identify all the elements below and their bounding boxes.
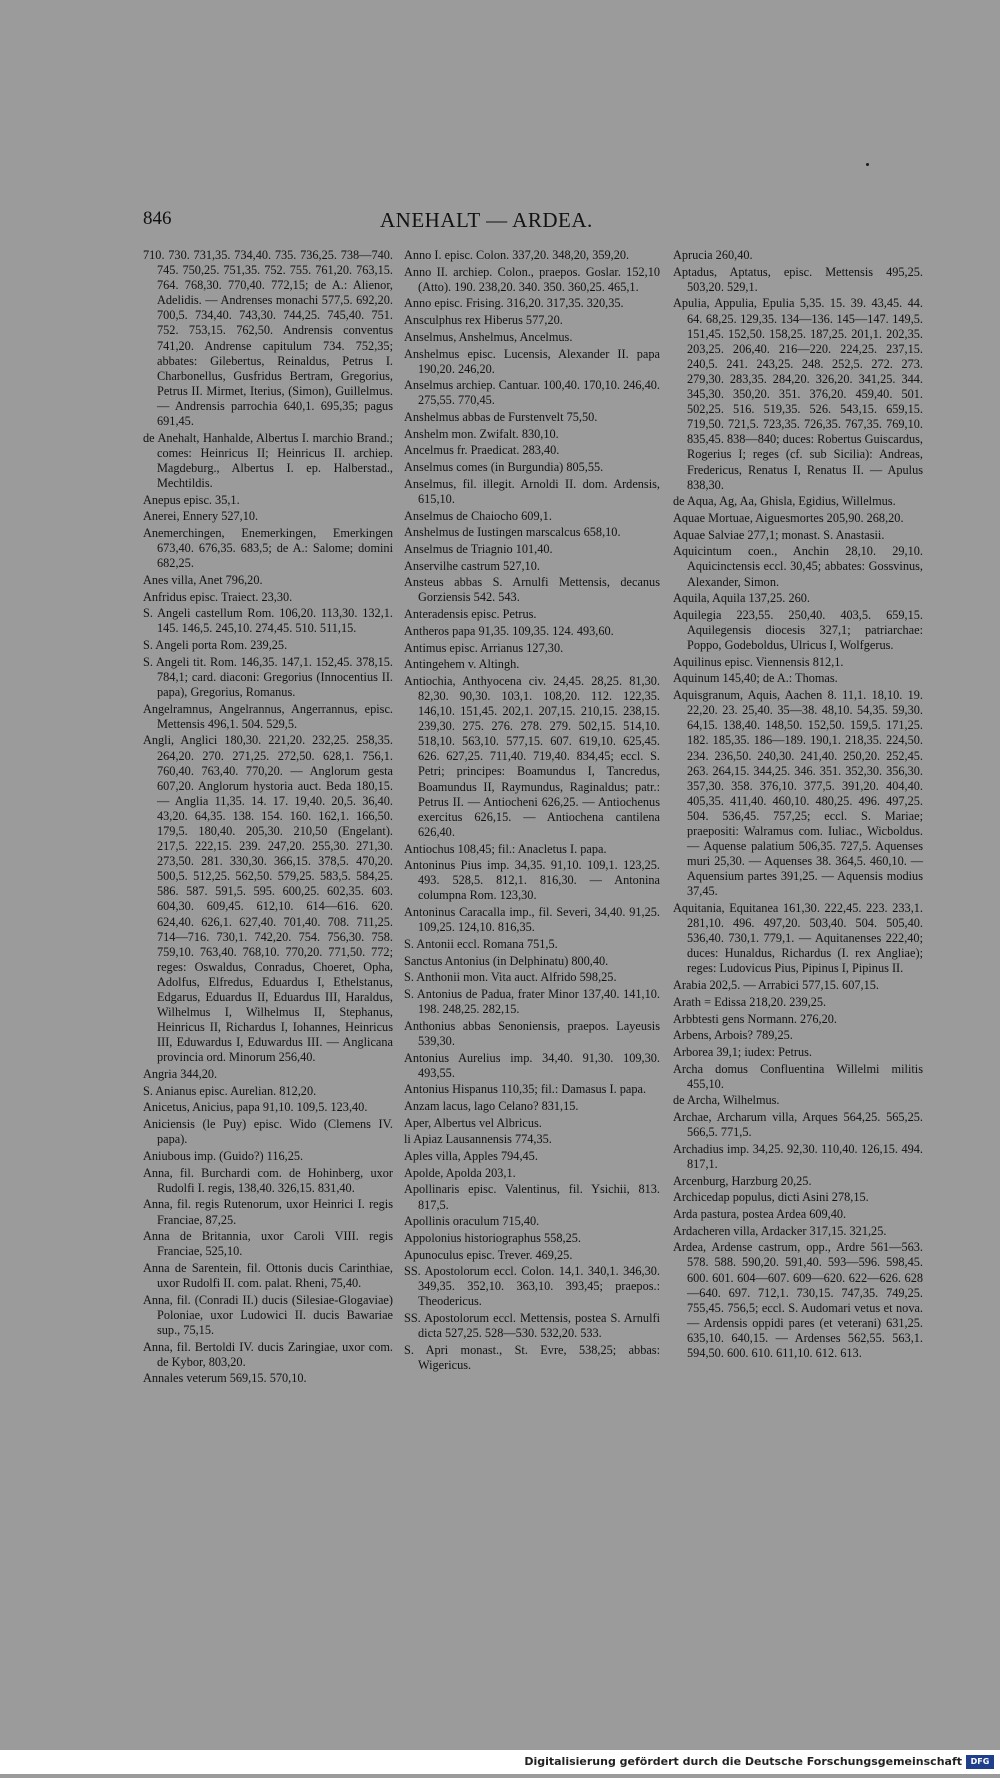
index-entry: S. Anthonii mon. Vita auct. Alfrido 598,25. bbox=[404, 970, 617, 985]
index-entry: SS. Apostolorum eccl. Mettensis, postea S. Arnulfi dicta 527,25. 528—530. 532,20. 533. bbox=[404, 1311, 660, 1341]
index-entry: Angria 344,20. bbox=[143, 1067, 218, 1082]
index-entry: Antoninus Pius imp. 34,35. 91,10. 109,1. 123,25. 493. 528,5. 812,1. 816,30. — Antonina columpna Rom. 123,30. bbox=[404, 858, 660, 903]
index-entry: Anshelmus abbas de Furstenvelt 75,50. bbox=[404, 410, 598, 425]
index-entry: S. Apri monast., St. Evre, 538,25; abbas: Wigericus. bbox=[404, 1342, 660, 1372]
index-entry: Aquilinus episc. Viennensis 812,1. bbox=[673, 654, 844, 669]
index-entry: 710. 730. 731,35. 734,40. 735. 736,25. 738—740. 745. 750,25. 751,35. 752. 755. 761,20. 763,15. 764. 768,30. 770,40. 772,15; de A.: Alienor, Adelidis. — Andrenses monachi 577,5. 692,20. 700,5. 734,40. 743,30. 744,25. 745,40. 751. 752. 753,15. 762,50. Andrensis conventus 741,20. Andrense capitulum 734. 752,35; abbates: Gilebertus, Reinaldus, Petrus I. Charbonellus, Gusfridus Bertram, Gregorius, Petrus II. Mirmet, Iterius, (Simon), Guillelmus. — Andrensis parrochia 640,1. 695,35; pagus 691,45. bbox=[143, 248, 393, 429]
index-entry: Anselmus de Chaiocho 609,1. bbox=[404, 508, 552, 523]
index-entry: Anna, fil. Bertoldi IV. ducis Zaringiae, uxor com. de Kybor, 803,20. bbox=[143, 1339, 393, 1369]
index-entry: Arcenburg, Harzburg 20,25. bbox=[673, 1173, 812, 1188]
index-entry: Antimus episc. Arrianus 127,30. bbox=[404, 640, 564, 655]
index-entry: Anteradensis episc. Petrus. bbox=[404, 607, 537, 622]
index-entry: Antiochia, Anthyocena civ. 24,45. 28,25. 81,30. 82,30. 90,30. 103,1. 108,20. 112. 122,35. 146,10. 151,45. 202,1. 207,15. 210,15. 238,15. 239,30. 275. 276. 278. 279. 502,15. 514,10. 518,10. 563,10. 577,15. 607. 619,10. 625,45. 626. 627,25. 711,40. 719,40. 834,45; eccl. S. Petri; principes: Boamundus I, Tancredus, Boamundus II, Raymundus, Raginaldus; patr.: Petrus II. — Antiocheni 626,25. — Antiochenus exercitus 626,15. — Antiochena cantilena 626,40. bbox=[404, 673, 660, 839]
digitization-footer bbox=[0, 1750, 1000, 1774]
index-entry: Anshelm mon. Zwifalt. 830,10. bbox=[404, 426, 559, 441]
funding-notice: Digitalisierung gefördert durch die Deutsche Forschungsgemeinschaft bbox=[524, 1755, 962, 1768]
index-entry: Anepus episc. 35,1. bbox=[143, 492, 240, 507]
index-entry: SS. Apostolorum eccl. Colon. 14,1. 340,1. 346,30. 349,35. 352,10. 363,10. 393,45; praepos.: Theodericus. bbox=[404, 1264, 660, 1309]
running-head: ANEHALT — ARDEA. bbox=[380, 208, 593, 232]
index-entry: Ardacheren villa, Ardacker 317,15. 321,25. bbox=[673, 1223, 887, 1238]
index-entry: Antoninus Caracalla imp., fil. Severi, 34,40. 91,25. 109,25. 124,10. 816,35. bbox=[404, 905, 660, 935]
index-entry: Anshelmus de Iustingen marscalcus 658,10. bbox=[404, 525, 621, 540]
index-entry: Anno II. archiep. Colon., praepos. Goslar. 152,10 (Atto). 190. 238,20. 340. 350. 360,25. 465,1. bbox=[404, 264, 660, 294]
index-entry: S. Anianus episc. Aurelian. 812,20. bbox=[143, 1083, 317, 1098]
index-entry: Sanctus Antonius (in Delphinatu) 800,40. bbox=[404, 953, 609, 968]
index-entry: Anselmus, fil. illegit. Arnoldi II. dom. Ardensis, 615,10. bbox=[404, 476, 660, 506]
index-entry: Anna, fil. regis Rutenorum, uxor Heinrici I. regis Franciae, 87,25. bbox=[143, 1197, 393, 1227]
index-column-right bbox=[673, 248, 923, 1363]
index-entry: Apollinaris episc. Valentinus, fil. Ysichii, 813. 817,5. bbox=[404, 1182, 660, 1212]
index-entry: Arda pastura, postea Ardea 609,40. bbox=[673, 1206, 847, 1221]
index-entry: Aquae Mortuae, Aiguesmortes 205,90. 268,20. bbox=[673, 510, 904, 525]
index-entry: Antonius Aurelius imp. 34,40. 91,30. 109,30. 493,55. bbox=[404, 1050, 660, 1080]
index-entry: Aples villa, Apples 794,45. bbox=[404, 1149, 538, 1164]
index-entry: Archadius imp. 34,25. 92,30. 110,40. 126,15. 494. 817,1. bbox=[673, 1141, 923, 1171]
index-entry: Anselmus archiep. Cantuar. 100,40. 170,10. 246,40. 275,55. 770,45. bbox=[404, 378, 660, 408]
index-column-left bbox=[143, 248, 393, 1388]
index-entry: Anfridus episc. Traiect. 23,30. bbox=[143, 589, 293, 604]
index-entry: Anservilhe castrum 527,10. bbox=[404, 558, 540, 573]
index-entry: de Anehalt, Hanhalde, Albertus I. marchio Brand.; comes: Heinricus II; Heinricus II. archiep. Magdeburg., Albertus I. ep. Halberstad., Mechtildis. bbox=[143, 430, 393, 490]
index-entry: Appolonius historiographus 558,25. bbox=[404, 1230, 581, 1245]
index-entry: Anemerchingen, Enemerkingen, Emerkingen 673,40. 676,35. 683,5; de A.: Salome; domini 682,25. bbox=[143, 526, 393, 571]
index-entry: Apolde, Apolda 203,1. bbox=[404, 1165, 516, 1180]
index-entry: Arath = Edissa 218,20. 239,25. bbox=[673, 994, 827, 1009]
index-entry: Anerei, Ennery 527,10. bbox=[143, 509, 259, 524]
index-entry: Apunoculus episc. Trever. 469,25. bbox=[404, 1247, 573, 1262]
index-entry: li Apiaz Lausannensis 774,35. bbox=[404, 1132, 552, 1147]
index-entry: Anna, fil. (Conradi II.) ducis (Silesiae-Glogaviae) Poloniae, uxor Ludowici II. ducis Bawariae sup., 75,15. bbox=[143, 1292, 393, 1337]
index-entry: Apulia, Appulia, Epulia 5,35. 15. 39. 43,45. 44. 64. 68,25. 129,35. 134—136. 145—147. 149,5. 151,45. 152,50. 158,25. 187,25. 201,1. 202,35. 203,25. 206,40. 216—220. 224,25. 237,15. 240,5. 241. 243,25. 248. 252,5. 272. 273. 279,30. 283,35. 284,20. 326,20. 341,25. 344. 345,30. 350,20. 351. 376,20. 459,40. 501. 502,25. 516. 519,35. 526. 543,15. 659,15. 719,50. 721,5. 723,35. 726,35. 767,35. 769,10. 835,45. 838—840; duces: Robertus Guiscardus, Rogerius I; reges (cf. sub Sicilia): Andreas, Fredericus, Renatus I, Renatus II. — Apulus 838,30. bbox=[673, 296, 924, 492]
index-entry: Aniciensis (le Puy) episc. Wido (Clemens IV. papa). bbox=[143, 1117, 393, 1147]
index-entry: Anna, fil. Burchardi com. de Hohinberg, uxor Rudolfi I. regis, 138,40. 326,15. 831,40. bbox=[143, 1165, 393, 1195]
index-entry: de Archa, Wilhelmus. bbox=[673, 1093, 780, 1108]
index-entry: Aniubous imp. (Guido?) 116,25. bbox=[143, 1148, 304, 1163]
index-entry: Anna de Sarentein, fil. Ottonis ducis Carinthiae, uxor Rudolfi II. com. palat. Rheni, 75,40. bbox=[143, 1260, 393, 1291]
page-number: 846 bbox=[143, 208, 172, 229]
index-entry: S. Antonius de Padua, frater Minor 137,40. 141,10. 198. 248,25. 282,15. bbox=[404, 986, 660, 1017]
index-entry: Antiochus 108,45; fil.: Anacletus I. papa. bbox=[404, 841, 607, 856]
index-entry: Anno episc. Frising. 316,20. 317,35. 320,35. bbox=[404, 296, 624, 311]
index-entry: Aper, Albertus vel Albricus. bbox=[404, 1115, 542, 1130]
index-entry: Anno I. episc. Colon. 337,20. 348,20, 359,20. bbox=[404, 248, 630, 262]
index-entry: Aquicintum coen., Anchin 28,10. 29,10. Aquicinctensis eccl. 30,45; abbates: Gossvinus, Alexander, Simon. bbox=[673, 544, 923, 589]
page-header bbox=[0, 208, 1000, 238]
index-entry: Aquisgranum, Aquis, Aachen 8. 11,1. 18,10. 19. 22,20. 23. 25,40. 35—38. 48,10. 54,35. 59,30. 64,15. 138,40. 148,50. 152,50. 159,5. 171,25. 182. 185,35. 186—189. 190,1. 218,35. 224,50. 234. 236,50. 240,30. 241,40. 250,20. 252,45. 263. 264,15. 344,25. 346. 351. 352,30. 356,30. 357,30. 358. 376,10. 377,5. 391,20. 404,40. 405,35. 411,40. 460,10. 480,25. 496. 497,25. 504. 536,45. 757,25; eccl. S. Mariae; praepositi: Walramus com. Iuliac., Wicboldus. — Aquense palatium 506,35. 727,5. Aquenses muri 25,30. — Aquenses 38. 364,5. 460,10. — Aquensium partes 391,25. — Aquensis modius 37,45. bbox=[673, 688, 923, 899]
index-entry: Archae, Archarum villa, Arques 564,25. 565,25. 566,5. 771,5. bbox=[673, 1110, 923, 1140]
index-entry: Aquitania, Equitanea 161,30. 222,45. 223. 233,1. 281,10. 496. 497,20. 503,40. 504. 505,40. 536,40. 730,1. 779,1. — Aquitanenses 222,40; duces: Hunaldus, Richardus (I. rex Angliae); reges: Ludovicus Pius, Pipinus I, Pipinus II. bbox=[673, 901, 923, 976]
index-entry: Arabia 202,5. — Arrabici 577,15. 607,15. bbox=[673, 978, 879, 993]
index-entry: S. Angeli castellum Rom. 106,20. 113,30. 132,1. 145. 146,5. 245,10. 274,45. 510. 511,15. bbox=[143, 606, 393, 636]
index-entry: de Aqua, Ag, Aa, Ghisla, Egidius, Willelmus. bbox=[673, 494, 896, 509]
index-entry: Aprucia 260,40. bbox=[673, 248, 753, 262]
index-entry: Aquinum 145,40; de A.: Thomas. bbox=[673, 671, 838, 686]
index-entry: Archicedap populus, dicti Asini 278,15. bbox=[673, 1190, 869, 1205]
index-entry: Angelramnus, Angelrannus, Angerrannus, episc. Mettensis 496,1. 504. 529,5. bbox=[143, 701, 393, 731]
index-entry: Anicetus, Anicius, papa 91,10. 109,5. 123,40. bbox=[143, 1100, 368, 1115]
index-entry: Arborea 39,1; iudex: Petrus. bbox=[673, 1044, 812, 1059]
index-entry: Ansteus abbas S. Arnulfi Mettensis, decanus Gorziensis 542. 543. bbox=[404, 575, 660, 605]
index-entry: Annales veterum 569,15. 570,10. bbox=[143, 1371, 307, 1386]
index-entry: Antingehem v. Altingh. bbox=[404, 657, 520, 672]
index-entry: Anselmus de Triagnio 101,40. bbox=[404, 542, 553, 556]
index-entry: S. Angeli tit. Rom. 146,35. 147,1. 152,45. 378,15. 784,1; card. diaconi: Gregorius (Innocentius II. papa), Gregorius, Romanus. bbox=[143, 654, 393, 699]
index-entry: Antonius Hispanus 110,35; fil.: Damasus I. papa. bbox=[404, 1082, 647, 1097]
index-entry: Angli, Anglici 180,30. 221,20. 232,25. 258,35. 264,20. 270. 271,25. 272,50. 628,1. 756,1. 760,40. 763,40. 770,20. — Anglorum gesta 607,20. Anglorum hystoria auct. Beda 180,15. — Anglia 11,35. 14. 17. 19,40. 20,5. 36,40. 43,20. 64,35. 138. 154. 160. 162,1. 166,50. 179,5. 180,40. 205,30. 210,50 (Engelant). 217,5. 222,15. 239. 247,20. 255,30. 271,30. 273,50. 281. 330,30. 366,15. 378,5. 470,20. 500,5. 512,25. 562,50. 579,25. 583,5. 584,25. 586. 587. 591,5. 595. 600,25. 602,35. 603. 604,30. 609,45. 612,10. 614—616. 620. 624,40. 626,1. 627,40. 701,40. 708. 711,25. 714—716. 730,1. 742,20. 754. 756,30. 758. 759,10. 763,40. 768,10. 770,20. 771,50. 772; reges: Oswaldus, Conradus, Choeret, Opha, Adolfus, Elfredus, Eduardus I, Ethelstanus, Edgarus, Eduardus II, Eduardus III, Haraldus, Wilhelmus I, Wilhelmus II, Stephanus, Heinricus II, Richardus I, Iohannes, Heinricus III, Eduwardus I, Eduwardus III. — Anglicana provincia ord. Minorum 256,40. bbox=[143, 733, 393, 1065]
index-entry: Archa domus Confluentina Willelmi militis 455,10. bbox=[673, 1061, 923, 1091]
index-entry: Anzam lacus, lago Celano? 831,15. bbox=[404, 1098, 579, 1113]
index-entry: Ardea, Ardense castrum, opp., Ardre 561—563. 578. 588. 590,20. 591,40. 593—596. 598,45. 600. 601. 604—607. 609—620. 622—626. 628—640. 697. 712,1. 730,15. 747,35. 749,25. 755,45. 756,5; eccl. S. Audomari vetus et nova. — Ardensis oppidi pares (et veterani) 631,25. 635,10. 640,15. — Ardenses 562,55. 563,1. 594,50. 600. 610. 611,10. 612. 613. bbox=[673, 1240, 923, 1360]
index-entry: Aptadus, Aptatus, episc. Mettensis 495,25. 503,20. 529,1. bbox=[673, 264, 923, 294]
index-entry: Anes villa, Anet 796,20. bbox=[143, 572, 263, 587]
index-entry: S. Antonii eccl. Romana 751,5. bbox=[404, 936, 558, 951]
index-entry: Ansculphus rex Hiberus 577,20. bbox=[404, 313, 563, 328]
index-entry: Anshelmus episc. Lucensis, Alexander II. papa 190,20. 246,20. bbox=[404, 346, 660, 376]
print-speck bbox=[866, 163, 869, 166]
index-entry: Aquae Salviae 277,1; monast. S. Anastasii. bbox=[673, 527, 885, 542]
index-entry: Ancelmus fr. Praedicat. 283,40. bbox=[404, 443, 560, 458]
index-entry: Arbens, Arbois? 789,25. bbox=[673, 1028, 793, 1043]
index-entry: Anselmus, Anshelmus, Ancelmus. bbox=[404, 329, 573, 344]
index-entry: Anthonius abbas Senoniensis, praepos. Layeusis 539,30. bbox=[404, 1018, 660, 1048]
index-entry: Apollinis oraculum 715,40. bbox=[404, 1214, 540, 1229]
dfg-logo: DFG bbox=[966, 1755, 994, 1769]
index-entry: S. Angeli porta Rom. 239,25. bbox=[143, 638, 288, 653]
index-entry: Antheros papa 91,35. 109,35. 124. 493,60. bbox=[404, 623, 614, 638]
index-entry: Arbbtesti gens Normann. 276,20. bbox=[673, 1011, 837, 1026]
index-entry: Anselmus comes (in Burgundia) 805,55. bbox=[404, 460, 604, 475]
index-entry: Anna de Britannia, uxor Caroli VIII. regis Franciae, 525,10. bbox=[143, 1229, 393, 1259]
index-column-middle bbox=[404, 248, 660, 1375]
index-entry: Aquilegia 223,55. 250,40. 403,5. 659,15. Aquilegensis diocesis 327,1; patriarchae: Poppo, Godeboldus, Ulricus I, Wolfgerus. bbox=[673, 607, 923, 653]
index-entry: Aquila, Aquila 137,25. 260. bbox=[673, 591, 810, 606]
